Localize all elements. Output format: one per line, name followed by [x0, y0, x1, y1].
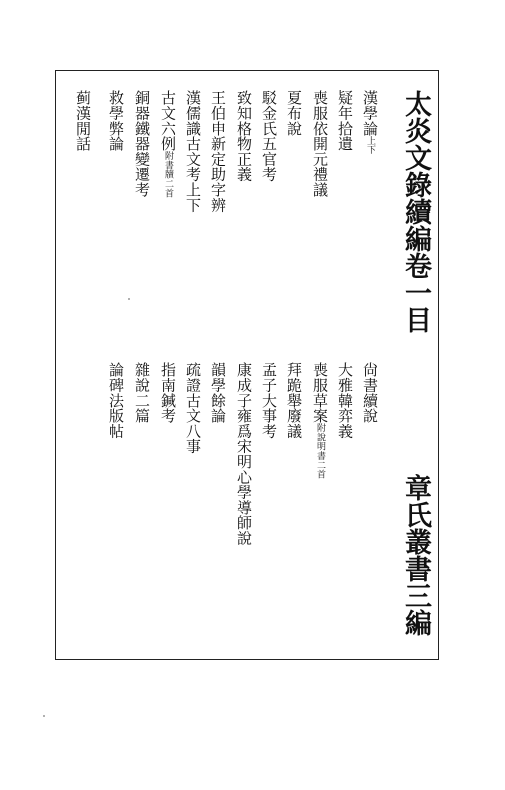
toc-entry-title: 喪服依開元禮議 [311, 90, 329, 198]
toc-entry-title: 古文六例 [159, 90, 177, 152]
toc-entry-title: 疑年拾遺 [336, 90, 354, 152]
toc-entry [210, 362, 225, 423]
toc-entry [160, 362, 175, 423]
toc-entry [286, 90, 301, 136]
toc-entry-title: 康成子雍爲宋明心學導師說 [235, 362, 253, 546]
toc-entry [337, 362, 352, 439]
toc-entry-title: 致知格物正義 [235, 90, 253, 182]
toc-entry [134, 362, 149, 423]
toc-entry [108, 362, 123, 439]
toc-entry [236, 90, 251, 182]
toc-entry-title: 王伯申新定助字辨 [209, 90, 227, 213]
toc-entry-note: 附說明書二首 [315, 423, 325, 480]
toc-entry [236, 362, 251, 546]
toc-entry [134, 90, 149, 197]
toc-entry-title: 銅器鐵器變遷考 [133, 90, 151, 198]
toc-entry-note: 上下 [365, 135, 375, 155]
toc-entry [185, 90, 200, 212]
toc-entry [185, 362, 200, 454]
toc-entry [261, 90, 276, 182]
scan-speck [43, 715, 45, 717]
toc-entry-title: 漢儒識古文考上下 [184, 90, 202, 213]
toc-entry [337, 90, 352, 151]
toc-entry-title: 指南鍼考 [159, 362, 177, 424]
toc-entry [261, 362, 276, 439]
toc-entry-title: 拜跪舉廢議 [285, 362, 303, 439]
toc-entry-title: 蓟漢閒話 [74, 90, 92, 152]
toc-entry-title: 喪服草案 [311, 362, 329, 424]
toc-entry-title: 雜說二篇 [133, 362, 151, 424]
toc-entry-title: 夏布說 [285, 90, 303, 136]
toc-entry-note: 附書牘二首 [163, 151, 173, 198]
toc-entry-title: 疏證古文八事 [184, 362, 202, 454]
toc-entry [286, 362, 301, 439]
series-name: 章氏叢書三編 [400, 474, 431, 636]
toc-entry-title: 論碑法版帖 [107, 362, 125, 439]
toc-entry-title: 救學弊論 [107, 90, 125, 152]
toc-entry [362, 362, 377, 423]
toc-entry-title: 大雅韓弈義 [336, 362, 354, 439]
toc-entry-title: 孟子大事考 [260, 362, 278, 439]
toc-entry [160, 90, 175, 198]
toc-entry-title: 駁金氏五官考 [260, 90, 278, 182]
toc-entry [312, 90, 327, 197]
toc-entry-title: 韻學餘論 [209, 362, 227, 424]
scan-speck [128, 298, 130, 300]
toc-entry-title: 尙書續說 [361, 362, 379, 424]
toc-entry-title: 漢學論 [361, 90, 379, 136]
toc-entry [312, 362, 327, 479]
volume-title: 太炎文錄續編卷一目 [400, 90, 431, 333]
toc-entry [210, 90, 225, 212]
toc-entry [362, 90, 377, 155]
toc-entry [108, 90, 123, 151]
toc-entry [75, 90, 90, 151]
